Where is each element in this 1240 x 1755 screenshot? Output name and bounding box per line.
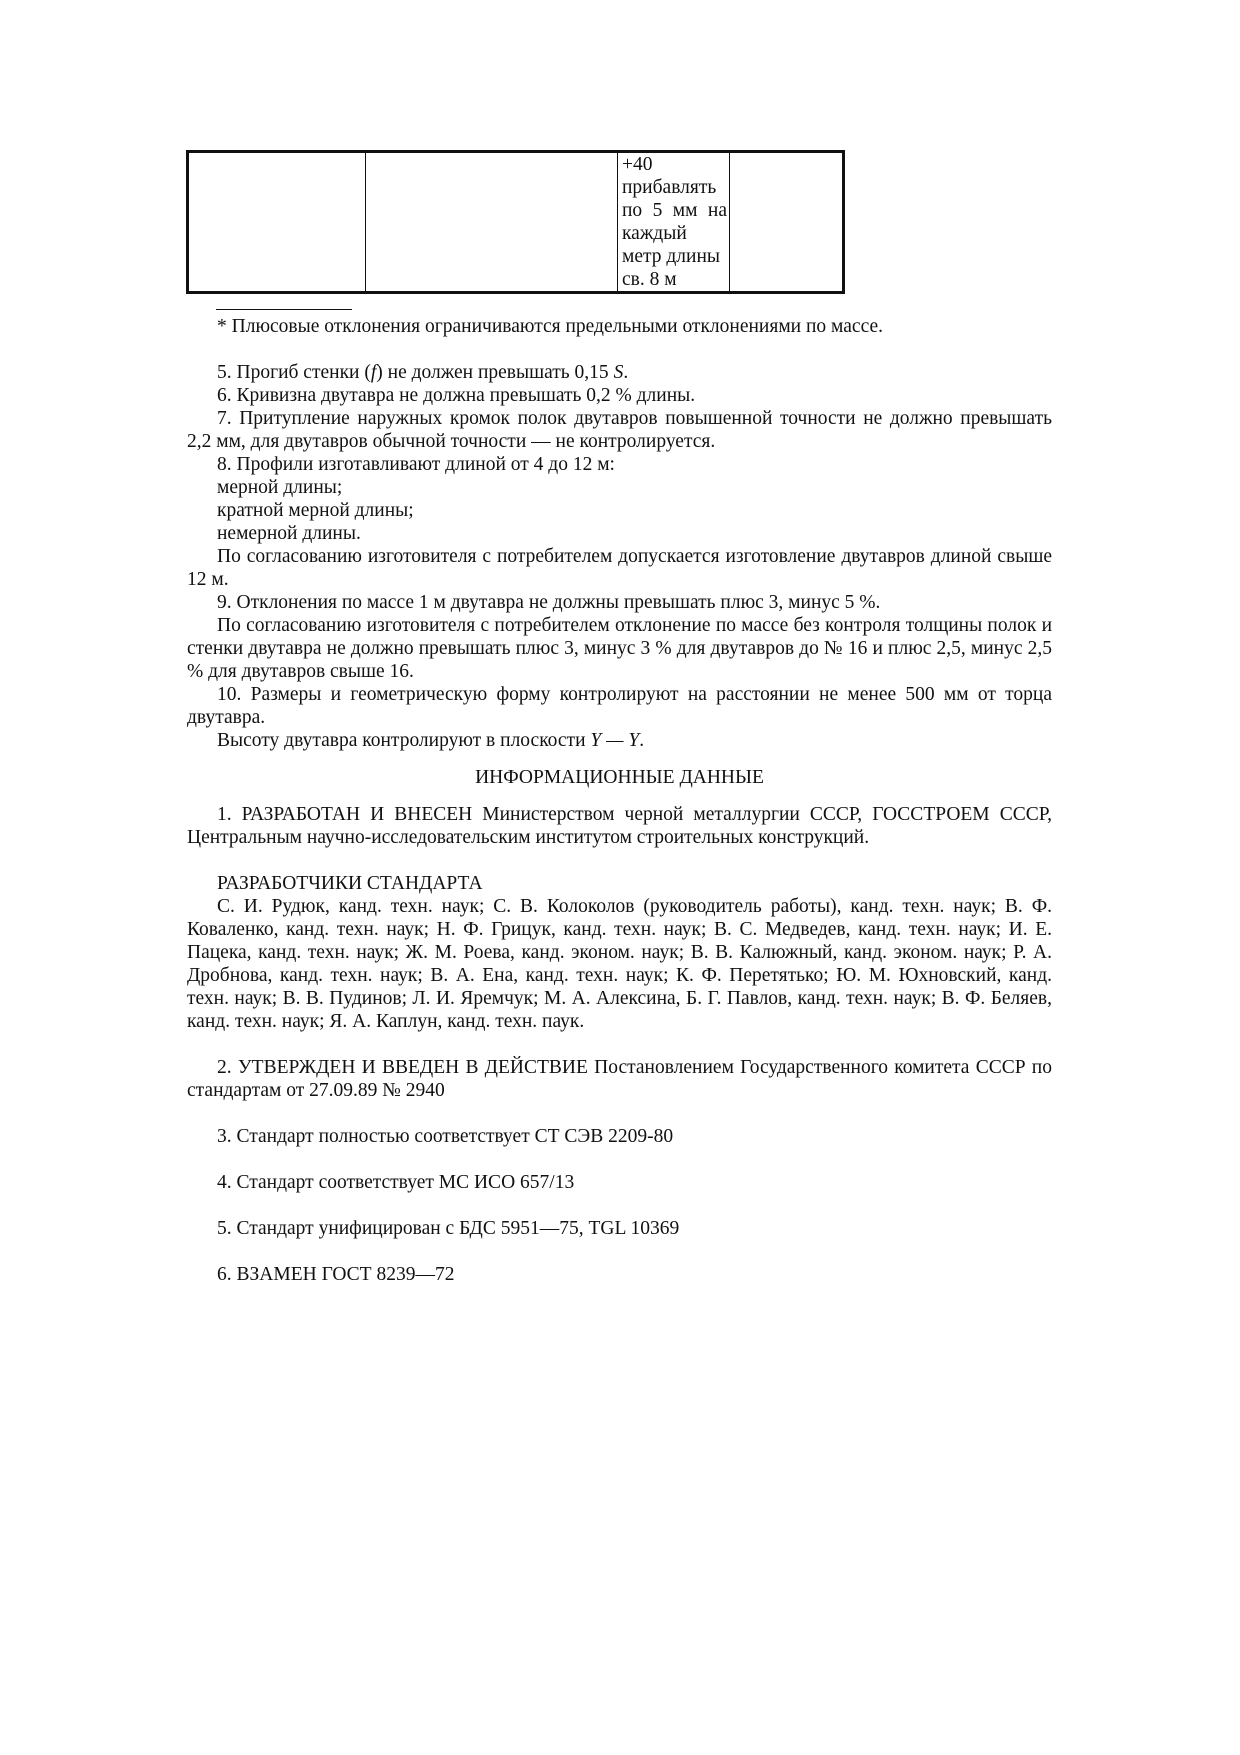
table-cell-empty-1 <box>188 152 366 293</box>
info-heading: ИНФОРМАЦИОННЫЕ ДАННЫЕ <box>475 767 764 788</box>
item-9: 9. Отклонения по массе 1 м двутавра не должны превышать плюс 3, минус 5 %. <box>217 592 881 613</box>
table-cell-empty-2 <box>366 152 618 293</box>
info-item-4: 4. Стандарт соответствует МС ИСО 657/13 <box>217 1172 575 1193</box>
developers-list: С. И. Рудюк, канд. техн. наук; С. В. Колоколов (руководитель работы), канд. техн. наук; В. Ф. Коваленко, канд. техн. наук; Н. Ф. Грицук, канд. техн. наук; В. С. Медведев, канд. техн. наук; И. Е. Пацека, канд. техн. наук; Ж. М. Роева, канд. эконом. наук; В. В. Калюжный, канд. эконом. наук; Р. А. Дробнова, канд. техн. наук; В. А. Ена, канд. техн. наук; К. Ф. Перетятько; Ю. М. Юхновский, канд. техн. наук; В. В. Пудинов; Л. И. Яремчук; М. А. Алексина, Б. Г. Павлов, канд. техн. наук; В. Ф. Беляев, канд. техн. наук; Я. А. Каплун, канд. техн. паук. <box>187 896 1052 1032</box>
cell-line: каждый <box>622 223 687 244</box>
info-item-3: 3. Стандарт полностью соответствует СТ СЭВ 2209-80 <box>217 1126 674 1147</box>
body-text <box>187 315 1052 1286</box>
info-item-2: 2. УТВЕРЖДЕН И ВВЕДЕН В ДЕЙСТВИЕ Постановлением Государственного комитета СССР по стандартам от 27.09.89 № 2940 <box>187 1057 1052 1101</box>
item-8-list-item: мерной длины; <box>217 477 343 498</box>
info-item-5: 5. Стандарт унифицирован с БДС 5951—75, TGL 10369 <box>217 1218 680 1239</box>
cell-line: прибавлять <box>622 177 717 198</box>
item-8: 8. Профили изготавливают длиной от 4 до 12 м: <box>217 454 615 475</box>
cell-line: +40 <box>622 154 653 175</box>
item-8-paragraph: По согласованию изготовителя с потребителем допускается изготовление двутавров длиной свыше 12 м. <box>187 546 1052 590</box>
info-item-6: 6. ВЗАМЕН ГОСТ 8239—72 <box>217 1264 455 1285</box>
item-5: 5. Прогиб стенки (f) не должен превышать 0,15 S. <box>217 362 629 383</box>
item-8-list-item: кратной мерной длины; <box>217 500 414 521</box>
table-fragment <box>186 150 845 294</box>
item-6: 6. Кривизна двутавра не должна превышать 0,2 % длины. <box>217 385 696 406</box>
developers-heading: РАЗРАБОТЧИКИ СТАНДАРТА <box>217 873 483 894</box>
table-cell-empty-4 <box>730 152 844 293</box>
footnote-separator <box>216 309 352 310</box>
item-10: 10. Размеры и геометрическую форму контролируют на расстоянии не менее 500 мм от торца двутавра. <box>187 684 1052 728</box>
table-cell-tolerance <box>618 152 730 293</box>
footnote: * Плюсовые отклонения ограничиваются предельными отклонениями по массе. <box>217 316 883 337</box>
item-9-paragraph: По согласованию изготовителя с потребителем отклонение по массе без контроля толщины полок и стенки двутавра не должно превышать плюс 3, минус 3 % для двутавров до № 16 и плюс 2,5, минус 2,5 % для двутавров свыше 16. <box>187 615 1052 682</box>
cell-line: метр длины <box>622 246 721 267</box>
item-8-list-item: немерной длины. <box>217 523 361 544</box>
info-item-1: 1. РАЗРАБОТАН И ВНЕСЕН Министерством черной металлургии СССР, ГОССТРОЕМ СССР, Центральным научно-исследовательским институтом строительных конструкций. <box>187 804 1052 848</box>
cell-line: по 5 мм на <box>622 200 727 221</box>
item-7: 7. Притупление наружных кромок полок двутавров повышенной точности не должно превышать 2,2 мм, для двутавров обычной точности — не контролируется. <box>187 408 1052 452</box>
item-10-paragraph: Высоту двутавра контролируют в плоскости Y — Y. <box>217 730 645 751</box>
table-row <box>188 152 844 293</box>
cell-line: св. 8 м <box>622 269 677 290</box>
